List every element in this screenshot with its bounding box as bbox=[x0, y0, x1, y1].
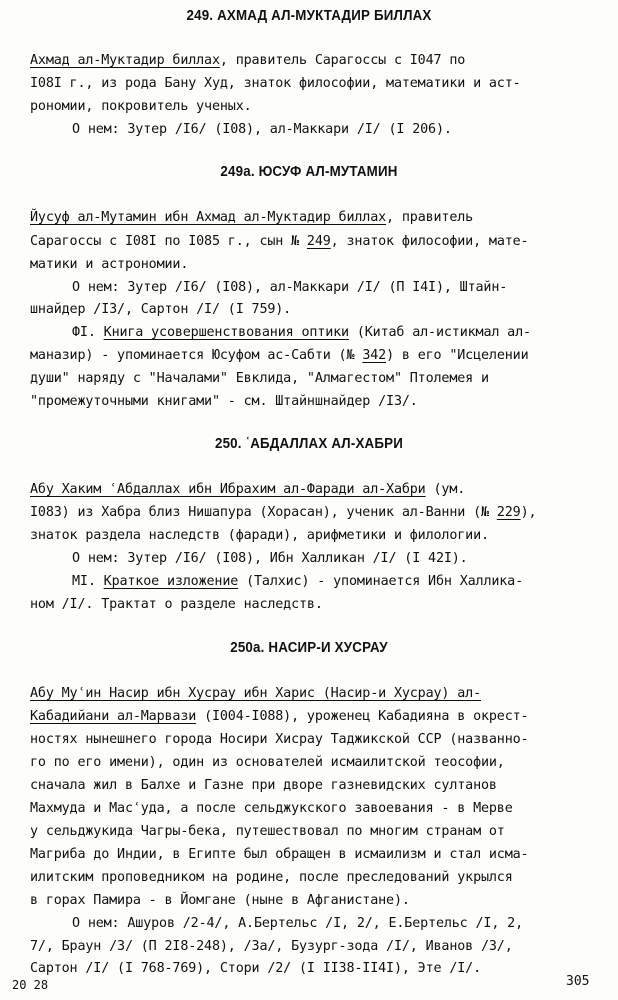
text-line: Магриба до Индии, в Египте был обращен в исмаилизм и стал исма- bbox=[30, 847, 529, 862]
text-line: Ахмад ал-Муктадир биллах, правитель Сарагоссы с I047 по bbox=[30, 53, 466, 68]
text-line: Абу Хаким ʿАбдаллах ибн Ибрахим ал-Фаради ал-Хабри (ум. bbox=[30, 482, 466, 497]
text-line: Махмуда и Масʿуда, а после сельджукского завоевания - в Мерве bbox=[30, 801, 513, 816]
author-name: Ахмад ал-Муктадир биллах bbox=[30, 53, 220, 68]
page-number: 305 bbox=[566, 974, 590, 989]
section-heading: 250. ʿАБДАЛЛАХ АЛ-ХАБРИ bbox=[214, 436, 404, 452]
text-line: 7/, Браун /3/ (П 2I8-248), /3а/, Бузург-зода /I/, Иванов /3/, bbox=[30, 939, 513, 954]
cross-reference: 229 bbox=[496, 505, 521, 520]
author-name: Йусуф ал-Мутамин ибн Ахмад ал-Муктадир биллах bbox=[30, 210, 387, 225]
cross-reference: 249 bbox=[306, 234, 331, 249]
text-line: Сарагоссы с I08I по I085 г., сын № 249, знаток философии, мате- bbox=[30, 234, 529, 249]
text-line: го по его имени), один из основателей исмаилитской теософии, bbox=[30, 755, 505, 770]
text-line: у сельджукида Чагры-бека, путешествовал по многим странам от bbox=[30, 824, 505, 839]
author-name: Кабадийани ал-Марвази bbox=[30, 709, 197, 724]
text-line: I083) из Хабра близ Нишапура (Хорасан), ученик ал-Ванни (№ 229), bbox=[30, 505, 537, 520]
text-line: илитским проповедником на родине, после преследований укрылся bbox=[30, 870, 513, 885]
text-line: Йусуф ал-Мутамин ибн Ахмад ал-Муктадир биллах, правитель bbox=[30, 210, 474, 225]
text-line: МI. Краткое изложение (Талхис) - упоминается Ибн Халлика- bbox=[72, 574, 523, 589]
text-line: шнайдер /I3/, Сартон /I/ (I 759). bbox=[30, 302, 292, 317]
work-title: Краткое изложение bbox=[103, 574, 239, 589]
text-line: знаток раздела наследств (фаради), арифметики и филологии. bbox=[30, 528, 489, 543]
text-line: Кабадийани ал-Марвази (I004-I088), уроженец Кабадияна в окрест- bbox=[30, 709, 529, 724]
text-line: души" наряду с "Началами" Евклида, "Алмагестом" Птолемея и bbox=[30, 371, 489, 386]
text-line bbox=[30, 685, 604, 703]
printer-signature: 20 28 bbox=[12, 978, 49, 992]
author-name: Абу Муʿин Насир ибн Хусрау ибн Харис (Насир-и Хусрау) ал- bbox=[30, 686, 481, 701]
section-heading: 250a. НАСИР-И ХУСРАУ bbox=[230, 640, 388, 656]
text-line: ном /I/. Трактат о разделе наследств. bbox=[30, 597, 323, 612]
text-line: О нем: Зутер /I6/ (I08), Ибн Халликан /I/ (I 42I). bbox=[72, 551, 468, 566]
section-heading: 249. АХМАД АЛ-МУКТАДИР БИЛЛАХ bbox=[186, 8, 432, 24]
text-line: ностях нынешнего города Носири Хисрау Таджикской ССР (названно- bbox=[30, 732, 529, 747]
cross-reference: 342 bbox=[362, 348, 387, 363]
text-line: "промежуточными книгами" - см. Штайншнайдер /I3/. bbox=[30, 394, 418, 409]
section-heading: 249a. ЮСУФ АЛ-МУТАМИН bbox=[220, 164, 398, 180]
text-line: О нем: Зутер /I6/ (I08), ал-Маккари /I/ (I 206). bbox=[72, 122, 452, 137]
text-line: сначала жил в Балхе и Газне при дворе газневидских султанов bbox=[30, 778, 497, 793]
text-line: маназир) - упоминается Юсуфом ас-Сабти (№ 342) в его "Исцелении bbox=[30, 348, 529, 363]
text-line: О нем: Зутер /I6/ (I08), ал-Маккари /I/ (П I4I), Штайн- bbox=[72, 280, 508, 295]
text-line: I08I г., из рода Бану Худ, знаток философии, математики и аст- bbox=[30, 76, 521, 91]
text-line: рономии, покровитель ученых. bbox=[30, 99, 252, 114]
text-line: матики и астрономии. bbox=[30, 257, 189, 272]
author-name: Абу Хаким ʿАбдаллах ибн Ибрахим ал-Фаради ал-Хабри bbox=[30, 482, 426, 497]
text-line: О нем: Ашуров /2-4/, А.Бертельс /I, 2/, Е.Бертельс /I, 2, bbox=[72, 916, 523, 931]
text-line: в горах Памира - в Йомгане (ныне в Афганистане). bbox=[30, 893, 410, 908]
text-line: ФI. Книга усовершенствования оптики (Китаб ал-истикмал ал- bbox=[72, 325, 531, 340]
work-title: Книга усовершенствования оптики bbox=[103, 325, 349, 340]
text-line: Сартон /I/ (I 768-769), Стори /2/ (I II38-II4I), Эте /I/. bbox=[30, 961, 481, 976]
